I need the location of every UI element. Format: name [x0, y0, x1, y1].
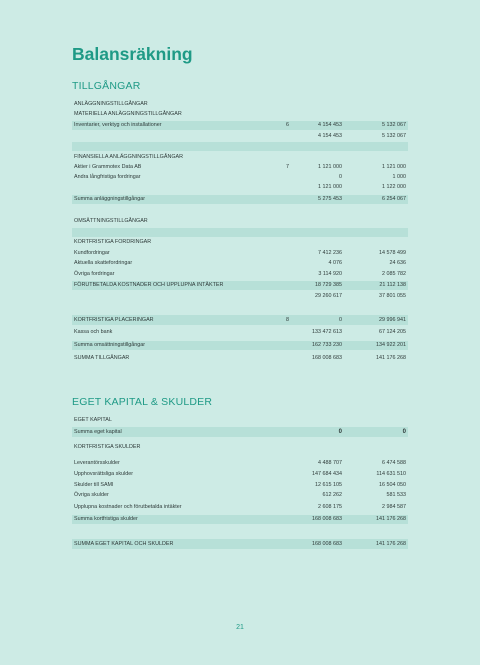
row-label: Summa eget kapital: [74, 429, 122, 435]
equity-row: [72, 416, 408, 425]
assets-row: [72, 195, 408, 204]
value-prior-year: 24 636: [389, 260, 406, 266]
value-prior-year: 141 176 268: [376, 355, 406, 361]
equity-row: [72, 427, 408, 437]
value-current-year: 4 154 453: [318, 122, 342, 128]
equity-row: [72, 539, 408, 549]
value-prior-year: 6 474 588: [382, 460, 406, 466]
row-label: KORTFRISTIGA SKULDER: [74, 444, 141, 450]
row-label: FINANSIELLA ANLÄGGNINGSTILLGÅNGAR: [74, 154, 184, 160]
assets-row: [72, 328, 408, 337]
row-label: Inventarier, verktyg och installationer: [74, 122, 162, 128]
row-label: Summa omsättningstillgångar: [74, 342, 146, 348]
equity-row: [72, 459, 408, 468]
value-current-year: 168 008 683: [312, 355, 342, 361]
value-current-year: 4 488 707: [318, 460, 342, 466]
assets-row: [72, 142, 408, 151]
value-current-year: 3 114 920: [318, 271, 342, 277]
row-label: KORTFRISTIGA PLACERINGAR: [74, 317, 154, 323]
value-prior-year: 37 801 055: [379, 293, 406, 299]
value-prior-year: 134 922 201: [376, 342, 406, 348]
assets-row: [72, 207, 408, 216]
note-ref: 7: [286, 164, 289, 170]
assets-row: [72, 315, 408, 325]
row-label: Leverantörsskulder: [74, 460, 120, 466]
assets-row: [72, 292, 408, 301]
assets-row: [72, 354, 408, 363]
equity-row: [72, 515, 408, 524]
row-label: Övriga skulder: [74, 492, 109, 498]
row-label: Övriga fordringar: [74, 271, 115, 277]
assets-row: [72, 173, 408, 182]
row-label: Skulder till SAMI: [74, 482, 114, 488]
value-current-year: 133 472 613: [312, 329, 342, 335]
assets-row: [72, 270, 408, 279]
row-label: SUMMA TILLGÅNGAR: [74, 355, 130, 361]
assets-row: [72, 163, 408, 172]
value-current-year: 168 008 683: [312, 541, 342, 547]
row-label: Kundfordringar: [74, 250, 110, 256]
assets-heading: TILLGÅNGAR: [72, 80, 141, 92]
value-current-year: 4 076: [328, 260, 342, 266]
row-label: Summa kortfristiga skulder: [74, 516, 138, 522]
row-label: EGET KAPITAL: [74, 417, 112, 423]
value-current-year: 147 684 434: [312, 471, 342, 477]
value-current-year: 4 154 453: [318, 133, 342, 139]
value-prior-year: 2 984 587: [382, 504, 406, 510]
note-ref: 8: [286, 317, 289, 323]
value-prior-year: 5 132 067: [382, 122, 406, 128]
value-prior-year: 6 254 067: [382, 196, 406, 202]
row-label: Kassa och bank: [74, 329, 113, 335]
row-label: Upplupna kostnader och förutbetalda intäkter: [74, 504, 182, 510]
equity-row: [72, 529, 408, 538]
value-prior-year: 16 504 050: [379, 482, 406, 488]
assets-row: [72, 100, 408, 109]
value-prior-year: 141 176 268: [376, 541, 406, 547]
value-current-year: 1 121 000: [318, 184, 342, 190]
row-label: KORTFRISTIGA FORDRINGAR: [74, 239, 152, 245]
row-label: MATERIELLA ANLÄGGNINGSTILLGÅNGAR: [74, 111, 182, 117]
row-label: Andra långfristiga fordringar: [74, 174, 141, 180]
assets-row: [72, 281, 408, 290]
value-prior-year: 29 996 941: [379, 317, 406, 323]
value-prior-year: 1 121 000: [382, 164, 406, 170]
page-title: Balansräkning: [72, 44, 193, 64]
value-prior-year: 581 533: [386, 492, 406, 498]
assets-row: [72, 132, 408, 141]
assets-row: [72, 228, 408, 237]
value-prior-year: 67 124 205: [379, 329, 406, 335]
value-current-year: 2 608 175: [318, 504, 342, 510]
assets-row: [72, 259, 408, 268]
value-current-year: 0: [339, 317, 342, 323]
equity-row: [72, 443, 408, 452]
value-prior-year: 1 122 000: [382, 184, 406, 190]
value-current-year: 12 615 105: [315, 482, 342, 488]
value-prior-year: 114 631 510: [376, 471, 406, 477]
assets-row: [72, 121, 408, 130]
value-prior-year: 14 578 499: [379, 250, 406, 256]
note-ref: 6: [286, 122, 289, 128]
row-label: OMSÄTTNINGSTILLGÅNGAR: [74, 218, 148, 224]
row-label: SUMMA EGET KAPITAL OCH SKULDER: [74, 541, 174, 547]
row-label: ANLÄGGNINGSTILLGÅNGAR: [74, 101, 148, 107]
value-prior-year: 0: [402, 429, 406, 435]
equity-row: [72, 503, 408, 512]
equity-liabilities-heading: EGET KAPITAL & SKULDER: [72, 396, 213, 408]
value-current-year: 0: [338, 429, 342, 435]
assets-row: [72, 341, 408, 350]
value-prior-year: 1 000: [392, 174, 406, 180]
value-current-year: 612 262: [322, 492, 342, 498]
value-current-year: 1 121 000: [318, 164, 342, 170]
value-current-year: 29 260 617: [315, 293, 342, 299]
value-prior-year: 141 176 268: [376, 516, 406, 522]
assets-row: [72, 110, 408, 119]
row-label: Summa anläggningstillgångar: [74, 196, 146, 202]
value-current-year: 7 412 236: [318, 250, 342, 256]
value-current-year: 162 733 230: [312, 342, 342, 348]
value-current-year: 168 008 683: [312, 516, 342, 522]
value-prior-year: 5 132 067: [382, 133, 406, 139]
value-prior-year: 2 085 782: [382, 271, 406, 277]
assets-row: [72, 183, 408, 192]
value-prior-year: 21 112 138: [379, 282, 406, 288]
row-label: Upphovsrättsliga skulder: [74, 471, 134, 477]
value-current-year: 18 729 385: [315, 282, 342, 288]
assets-row: [72, 249, 408, 258]
equity-row: [72, 491, 408, 500]
equity-row: [72, 481, 408, 490]
value-current-year: 0: [339, 174, 342, 180]
equity-row: [72, 470, 408, 479]
row-label: Aktier i Grammotex Data AB: [74, 164, 142, 170]
row-label: FÖRUTBETALDA KOSTNADER OCH UPPLUPNA INTÄKTER: [74, 282, 224, 288]
row-label: Aktuella skattefordringar: [74, 260, 133, 266]
assets-row: [72, 217, 408, 226]
value-current-year: 5 275 453: [318, 196, 342, 202]
assets-row: [72, 153, 408, 162]
assets-row: [72, 303, 408, 312]
assets-row: [72, 238, 408, 247]
page-number: 21: [236, 624, 244, 631]
